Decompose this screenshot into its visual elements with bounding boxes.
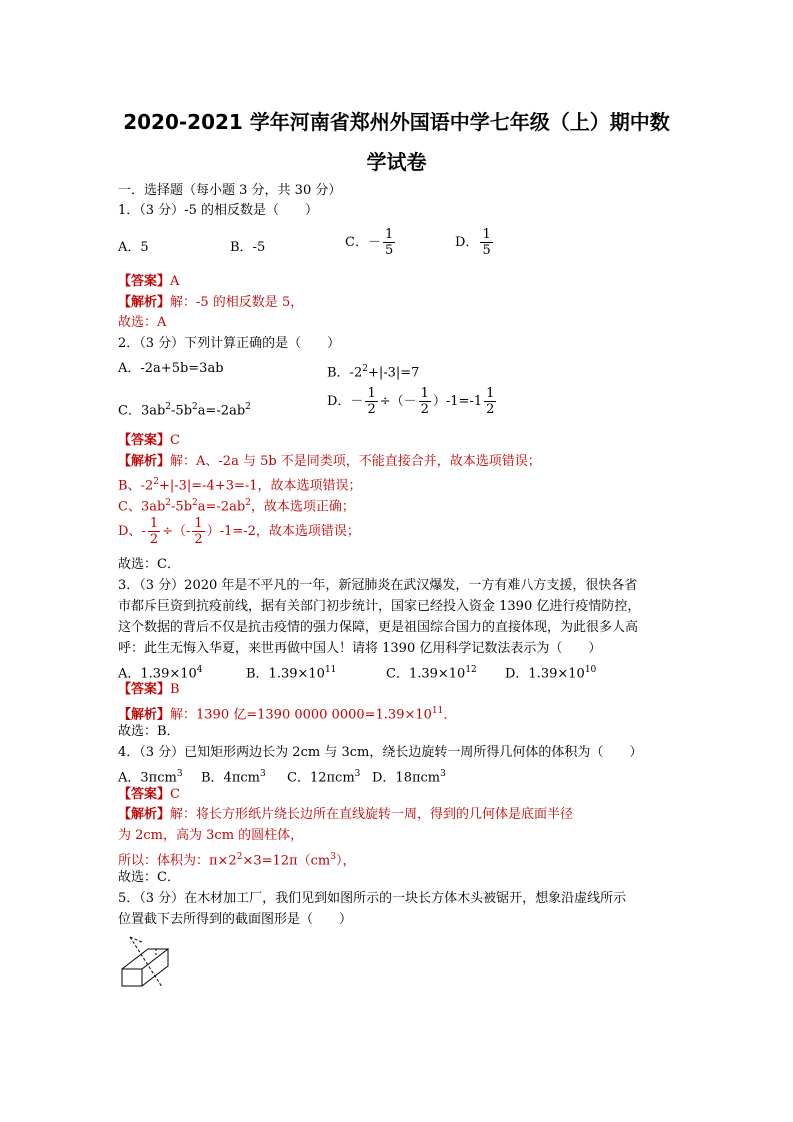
q2-answer-value: C bbox=[170, 433, 180, 448]
text-part: D、- bbox=[118, 524, 146, 539]
text-part: ，故本选项正确； bbox=[250, 499, 355, 515]
q1-option-a: A．5 bbox=[118, 240, 149, 255]
exponent: 2 bbox=[236, 852, 243, 862]
exponent: 3 bbox=[354, 769, 361, 779]
q1-choose: 故选：A bbox=[118, 315, 167, 330]
exponent: 3 bbox=[176, 769, 183, 779]
q1-option-b: B．-5 bbox=[230, 240, 266, 255]
fraction-denominator: 2 bbox=[486, 402, 495, 417]
q2-option-c bbox=[118, 399, 251, 419]
section-heading: 一．选择题（每小题 3 分，共 30 分） bbox=[118, 183, 342, 198]
q4-option-c bbox=[287, 766, 360, 786]
text-part: A．1.39×10 bbox=[118, 666, 197, 682]
text-part: D．18πcm bbox=[372, 770, 441, 786]
answer-tag: 【答案】 bbox=[118, 682, 171, 697]
text-part: B、-2 bbox=[118, 478, 154, 494]
analysis-tag: 【解析】 bbox=[118, 454, 171, 469]
text-part: ÷（- bbox=[162, 524, 191, 539]
q4-analysis-line3 bbox=[118, 849, 355, 869]
text-part: -5b bbox=[171, 499, 193, 515]
fraction bbox=[419, 386, 431, 417]
exponent: 2 bbox=[165, 402, 172, 412]
q4-analysis bbox=[118, 807, 573, 823]
q4-option-b bbox=[201, 766, 266, 786]
analysis-tag: 【解析】 bbox=[118, 295, 171, 310]
page-title-line2: 学试卷 bbox=[366, 150, 427, 174]
q1-stem: 1．（3 分）-5 的相反数是（ ） bbox=[118, 203, 318, 218]
text-part: ）-1=-1 bbox=[432, 394, 483, 409]
fraction-denominator: 2 bbox=[367, 402, 376, 417]
q3-line3: 这个数据的背后不仅是抗击疫情的强力保障，更是祖国综合国力的直接体现，为此很多人高 bbox=[118, 620, 639, 635]
exponent: 2 bbox=[245, 498, 251, 508]
q2-analysis-c bbox=[118, 495, 355, 515]
answer-tag: 【答案】 bbox=[118, 433, 171, 448]
q4-choose: 故选：C． bbox=[118, 870, 180, 885]
text-part: B．4πcm bbox=[201, 770, 260, 786]
text-part: -5b bbox=[171, 403, 193, 419]
fraction-numerator: 1 bbox=[367, 386, 376, 401]
fraction-denominator: 2 bbox=[194, 532, 203, 547]
q4-answer-value: C bbox=[170, 787, 180, 802]
analysis-tag: 【解析】 bbox=[118, 807, 171, 822]
q1-option-c-prefix: C．－ bbox=[345, 235, 381, 250]
q4-analysis-text: 解：将长方形纸片绕长边所在直线旋转一周，得到的几何体是底面半径 bbox=[170, 807, 574, 822]
fraction-denominator: 2 bbox=[149, 532, 159, 547]
q1-option-d bbox=[455, 227, 495, 258]
exponent: 11 bbox=[324, 665, 337, 675]
fraction bbox=[192, 516, 204, 547]
answer-tag: 【答案】 bbox=[118, 787, 171, 802]
q2-analysis bbox=[118, 454, 541, 470]
fraction bbox=[484, 386, 496, 417]
q3-analysis bbox=[118, 703, 456, 723]
fraction-denominator: 5 bbox=[482, 243, 491, 258]
q1-analysis-text: 解：-5 的相反数是 5， bbox=[170, 295, 304, 310]
text-part: 所以：体积为：π×2 bbox=[118, 853, 237, 869]
text-part: a=-2ab bbox=[197, 499, 246, 515]
q3-answer-value: B bbox=[170, 682, 180, 697]
q2-option-b bbox=[327, 361, 419, 381]
text-part: ×3=12π（cm bbox=[242, 853, 331, 869]
q4-answer bbox=[118, 787, 180, 803]
q2-stem: 2．（3 分）下列计算正确的是（ ） bbox=[118, 336, 341, 351]
text-part: +|-3|=-4+3=-1，故本选项错误； bbox=[158, 478, 362, 494]
exponent: 2 bbox=[362, 364, 368, 374]
q1-answer-value: A bbox=[170, 274, 180, 289]
q1-option-d-prefix: D． bbox=[455, 235, 479, 250]
q4-option-a bbox=[118, 766, 183, 786]
q3-option-a bbox=[118, 662, 203, 682]
text-part: ）， bbox=[335, 853, 356, 869]
q3-choose: 故选：B． bbox=[118, 724, 180, 739]
exponent: 10 bbox=[584, 665, 597, 675]
cuboid-figure bbox=[118, 935, 178, 990]
text-part: D．－ bbox=[327, 394, 364, 409]
q3-analysis-text: 解：1390 亿=1390 0000 0000=1.39×10 bbox=[170, 707, 432, 723]
answer-tag: 【答案】 bbox=[118, 274, 171, 289]
exponent: 2 bbox=[192, 402, 198, 412]
q2-option-b-post: +|-3|=7 bbox=[367, 365, 420, 381]
q3-line1: 3．（3 分）2020 年是不平凡的一年，新冠肺炎在武汉爆发，一方有难八方支援，很快各省 bbox=[118, 578, 638, 593]
exponent: 4 bbox=[196, 665, 203, 675]
q2-choose: 故选：C． bbox=[118, 557, 180, 572]
exponent: 2 bbox=[165, 498, 172, 508]
page-title: 2020-2021 学年河南省郑州外国语中学七年级（上）期中数 bbox=[123, 110, 670, 134]
q5-line2: 位置截下去所得到的截面图形是（ ） bbox=[118, 912, 353, 927]
text-part: ÷（－ bbox=[379, 394, 417, 409]
exponent: 2 bbox=[153, 477, 159, 487]
fraction-numerator: 1 bbox=[149, 516, 159, 531]
exponent: 2 bbox=[192, 498, 198, 508]
text-part: ． bbox=[443, 707, 457, 723]
q4-analysis-line2: 为 2cm，高为 3cm 的圆柱体， bbox=[118, 828, 304, 843]
fraction-numerator: 1 bbox=[420, 386, 429, 401]
q3-line2: 市都斥巨资到抗疫前线，据有关部门初步统计，国家已经投入资金 1390 亿进行疫情防控， bbox=[118, 599, 641, 614]
q3-line4: 呼：此生无悔入华夏，来世再做中国人！请将 1390 亿用科学记数法表示为（ ） bbox=[118, 641, 602, 656]
q3-answer bbox=[118, 682, 180, 698]
q3-option-d bbox=[505, 662, 596, 682]
analysis-tag: 【解析】 bbox=[118, 707, 171, 723]
exponent: 3 bbox=[330, 852, 336, 862]
text-part: C、3ab bbox=[118, 499, 166, 515]
fraction bbox=[148, 516, 160, 547]
fraction-numerator: 1 bbox=[384, 227, 394, 242]
text-part: C．12πcm bbox=[287, 770, 355, 786]
fraction-denominator: 5 bbox=[384, 243, 394, 258]
q2-analysis-d bbox=[118, 516, 360, 547]
fraction-numerator: 1 bbox=[486, 386, 495, 401]
exponent: 3 bbox=[259, 769, 266, 779]
q4-stem: 4．（3 分）已知矩形两边长为 2cm 与 3cm，绕长边旋转一周所得几何体的体积为（ ） bbox=[118, 745, 643, 760]
text-part: A．3πcm bbox=[118, 770, 177, 786]
fraction-denominator: 2 bbox=[420, 402, 429, 417]
fraction bbox=[365, 386, 377, 417]
q3-option-c bbox=[386, 662, 477, 682]
q1-answer bbox=[118, 274, 179, 290]
text-part: C．3ab bbox=[118, 403, 166, 419]
q5-line1: 5．（3 分）在木材加工厂，我们见到如图所示的一块长方体木头被锯开，想象沿虚线所示 bbox=[118, 891, 627, 906]
fraction-numerator: 1 bbox=[194, 516, 203, 531]
q1-option-c bbox=[345, 227, 397, 258]
exponent: 3 bbox=[440, 769, 446, 779]
exponent: 11 bbox=[431, 706, 444, 716]
q2-answer bbox=[118, 433, 180, 449]
q1-option-c-fraction bbox=[383, 227, 395, 258]
fraction-numerator: 1 bbox=[482, 227, 491, 242]
q3-option-b bbox=[246, 662, 336, 682]
q2-analysis-b bbox=[118, 474, 362, 494]
q4-option-d bbox=[372, 766, 446, 786]
q1-option-d-fraction bbox=[480, 227, 492, 258]
text-part: B．1.39×10 bbox=[246, 666, 325, 682]
q2-option-b-pre: B．-2 bbox=[327, 365, 363, 381]
q2-analysis-text: 解：A、-2a 与 5b 不是同类项，不能直接合并，故本选项错误； bbox=[170, 454, 541, 469]
exponent: 12 bbox=[465, 665, 477, 675]
q2-option-a: A．-2a+5b=3ab bbox=[118, 361, 224, 376]
exponent: 2 bbox=[245, 402, 251, 412]
text-part: D．1.39×10 bbox=[505, 666, 585, 682]
text-part: a=-2ab bbox=[197, 403, 246, 419]
text-part: ）-1=-2，故本选项错误； bbox=[206, 524, 360, 539]
text-part: C．1.39×10 bbox=[386, 666, 466, 682]
q2-option-d bbox=[327, 386, 498, 417]
q1-analysis bbox=[118, 295, 303, 311]
